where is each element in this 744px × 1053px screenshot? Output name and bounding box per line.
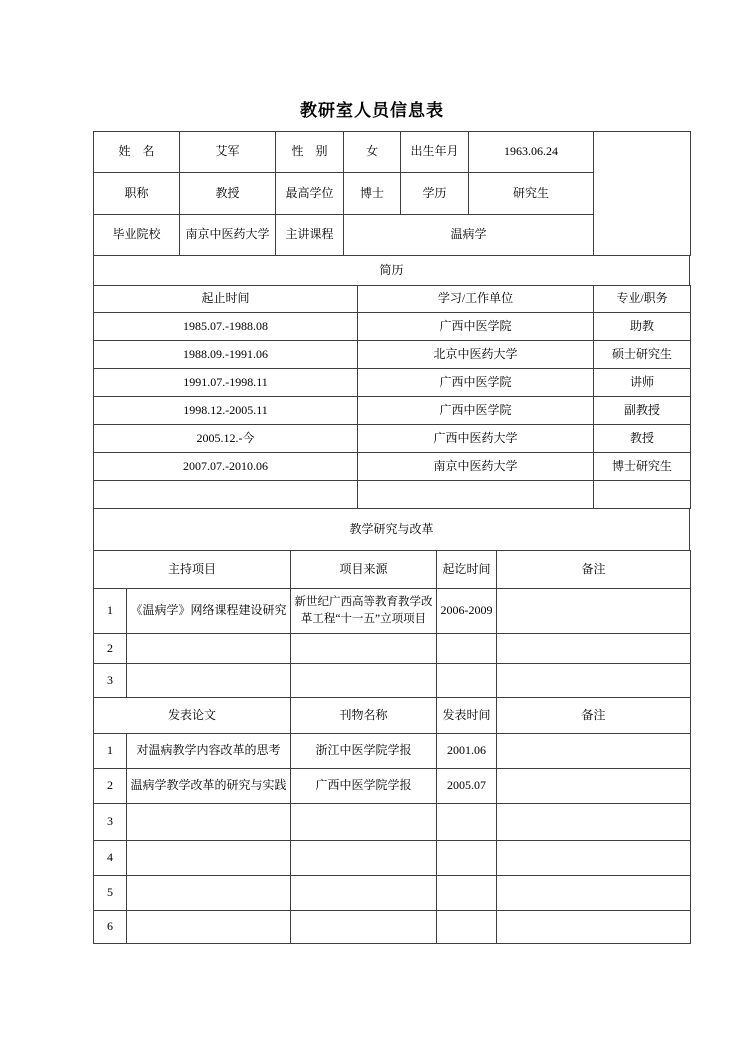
table-row bbox=[94, 341, 691, 369]
form-body bbox=[93, 131, 690, 944]
publication-title-cell: 温病学教学改革的研究与实践 bbox=[127, 769, 291, 804]
school-value-cell: 南京中医药大学 bbox=[180, 215, 276, 256]
resume-role-cell bbox=[594, 481, 691, 509]
education-value-cell: 研究生 bbox=[469, 173, 594, 215]
publication-date-cell bbox=[437, 841, 497, 876]
table-row bbox=[94, 313, 691, 341]
publication-no-cell: 3 bbox=[94, 804, 127, 841]
table-row bbox=[94, 481, 691, 509]
publications-table bbox=[93, 697, 691, 944]
publication-journal-cell: 浙江中医学院学报 bbox=[291, 734, 437, 769]
publication-no-cell: 5 bbox=[94, 876, 127, 911]
project-period-cell bbox=[437, 664, 497, 698]
birth-label-cell: 出生年月 bbox=[401, 132, 469, 173]
resume-period-cell: 1998.12.-2005.11 bbox=[94, 397, 358, 425]
table-header-row bbox=[94, 286, 691, 313]
publication-title-cell bbox=[127, 804, 291, 841]
project-name-cell bbox=[127, 634, 291, 664]
project-name-cell bbox=[127, 664, 291, 698]
project-note-cell bbox=[497, 634, 691, 664]
publication-date-cell bbox=[437, 804, 497, 841]
birth-value-cell: 1963.06.24 bbox=[469, 132, 594, 173]
resume-role-cell: 助教 bbox=[594, 313, 691, 341]
resume-org-cell: 广西中医学院 bbox=[358, 397, 594, 425]
job-title-label-cell: 职称 bbox=[94, 173, 180, 215]
table-row bbox=[94, 734, 691, 769]
resume-role-cell: 教授 bbox=[594, 425, 691, 453]
degree-value-cell: 博士 bbox=[344, 173, 401, 215]
publications-header-journal: 刊物名称 bbox=[291, 698, 437, 734]
publication-journal-cell: 广西中医学院学报 bbox=[291, 769, 437, 804]
project-source-cell bbox=[291, 634, 437, 664]
resume-role-cell: 讲师 bbox=[594, 369, 691, 397]
publication-note-cell bbox=[497, 841, 691, 876]
publication-no-cell: 2 bbox=[94, 769, 127, 804]
photo-box bbox=[594, 132, 691, 256]
teaching-research-title-table bbox=[93, 508, 690, 551]
table-header-row bbox=[94, 551, 691, 589]
resume-role-cell: 博士研究生 bbox=[594, 453, 691, 481]
education-label-cell: 学历 bbox=[401, 173, 469, 215]
teaching-research-section-title: 教学研究与改革 bbox=[94, 509, 690, 551]
publication-date-cell: 2005.07 bbox=[437, 769, 497, 804]
name-label-cell: 姓 名 bbox=[94, 132, 180, 173]
project-no-cell: 1 bbox=[94, 589, 127, 634]
table-row bbox=[94, 256, 690, 286]
project-note-cell bbox=[497, 589, 691, 634]
resume-org-cell bbox=[358, 481, 594, 509]
resume-role-cell: 副教授 bbox=[594, 397, 691, 425]
table-row bbox=[94, 397, 691, 425]
publication-no-cell: 1 bbox=[94, 734, 127, 769]
resume-period-cell: 1991.07.-1998.11 bbox=[94, 369, 358, 397]
publication-journal-cell bbox=[291, 804, 437, 841]
project-period-cell: 2006-2009 bbox=[437, 589, 497, 634]
projects-table bbox=[93, 550, 691, 698]
name-value-cell: 艾军 bbox=[180, 132, 276, 173]
publication-journal-cell bbox=[291, 841, 437, 876]
publication-note-cell bbox=[497, 769, 691, 804]
resume-period-cell: 2007.07.-2010.06 bbox=[94, 453, 358, 481]
basic-info-table bbox=[93, 131, 691, 256]
table-row bbox=[94, 876, 691, 911]
publication-title-cell: 对温病教学内容改革的思考 bbox=[127, 734, 291, 769]
project-no-cell: 2 bbox=[94, 634, 127, 664]
table-row bbox=[94, 132, 691, 173]
publication-no-cell: 4 bbox=[94, 841, 127, 876]
table-row bbox=[94, 841, 691, 876]
table-row bbox=[94, 804, 691, 841]
publication-title-cell bbox=[127, 876, 291, 911]
project-source-cell bbox=[291, 664, 437, 698]
page-title: 教研室人员信息表 bbox=[300, 101, 444, 120]
projects-header-note: 备注 bbox=[497, 551, 691, 589]
publication-note-cell bbox=[497, 734, 691, 769]
gender-value-cell: 女 bbox=[344, 132, 401, 173]
publication-journal-cell bbox=[291, 911, 437, 944]
resume-period-cell bbox=[94, 481, 358, 509]
table-row bbox=[94, 369, 691, 397]
resume-table bbox=[93, 285, 691, 509]
publication-note-cell bbox=[497, 804, 691, 841]
resume-org-cell: 广西中医药大学 bbox=[358, 425, 594, 453]
table-row bbox=[94, 453, 691, 481]
resume-org-cell: 广西中医学院 bbox=[358, 313, 594, 341]
projects-header-source: 项目来源 bbox=[291, 551, 437, 589]
resume-header-org: 学习/工作单位 bbox=[358, 286, 594, 313]
publication-title-cell bbox=[127, 911, 291, 944]
resume-org-cell: 南京中医药大学 bbox=[358, 453, 594, 481]
projects-header-project: 主持项目 bbox=[94, 551, 291, 589]
project-source-cell: 新世纪广西高等教育教学改革工程“十一五”立项项目 bbox=[291, 589, 437, 634]
project-note-cell bbox=[497, 664, 691, 698]
publication-note-cell bbox=[497, 876, 691, 911]
resume-period-cell: 1985.07.-1988.08 bbox=[94, 313, 358, 341]
course-label-cell: 主讲课程 bbox=[276, 215, 344, 256]
degree-label-cell: 最高学位 bbox=[276, 173, 344, 215]
publication-title-cell bbox=[127, 841, 291, 876]
resume-section-title-table bbox=[93, 255, 690, 286]
publication-date-cell: 2001.06 bbox=[437, 734, 497, 769]
resume-period-cell: 1988.09.-1991.06 bbox=[94, 341, 358, 369]
resume-role-cell: 硕士研究生 bbox=[594, 341, 691, 369]
resume-org-cell: 广西中医学院 bbox=[358, 369, 594, 397]
projects-header-period: 起讫时间 bbox=[437, 551, 497, 589]
resume-header-period: 起止时间 bbox=[94, 286, 358, 313]
resume-period-cell: 2005.12.-今 bbox=[94, 425, 358, 453]
resume-org-cell: 北京中医药大学 bbox=[358, 341, 594, 369]
publication-no-cell: 6 bbox=[94, 911, 127, 944]
table-row bbox=[94, 425, 691, 453]
publication-note-cell bbox=[497, 911, 691, 944]
school-label-cell: 毕业院校 bbox=[94, 215, 180, 256]
publications-header-note: 备注 bbox=[497, 698, 691, 734]
table-header-row bbox=[94, 698, 691, 734]
gender-label-cell: 性 别 bbox=[276, 132, 344, 173]
table-row bbox=[94, 911, 691, 944]
project-no-cell: 3 bbox=[94, 664, 127, 698]
publication-date-cell bbox=[437, 876, 497, 911]
publications-header-title: 发表论文 bbox=[94, 698, 291, 734]
table-row bbox=[94, 509, 690, 551]
publication-journal-cell bbox=[291, 876, 437, 911]
table-row bbox=[94, 589, 691, 634]
course-value-cell: 温病学 bbox=[344, 215, 594, 256]
table-row bbox=[94, 634, 691, 664]
publication-date-cell bbox=[437, 911, 497, 944]
resume-header-role: 专业/职务 bbox=[594, 286, 691, 313]
job-title-value-cell: 教授 bbox=[180, 173, 276, 215]
table-row bbox=[94, 664, 691, 698]
table-row bbox=[94, 769, 691, 804]
project-name-cell: 《温病学》网络课程建设研究 bbox=[127, 589, 291, 634]
project-period-cell bbox=[437, 634, 497, 664]
resume-section-title: 简历 bbox=[94, 256, 690, 286]
publications-header-date: 发表时间 bbox=[437, 698, 497, 734]
